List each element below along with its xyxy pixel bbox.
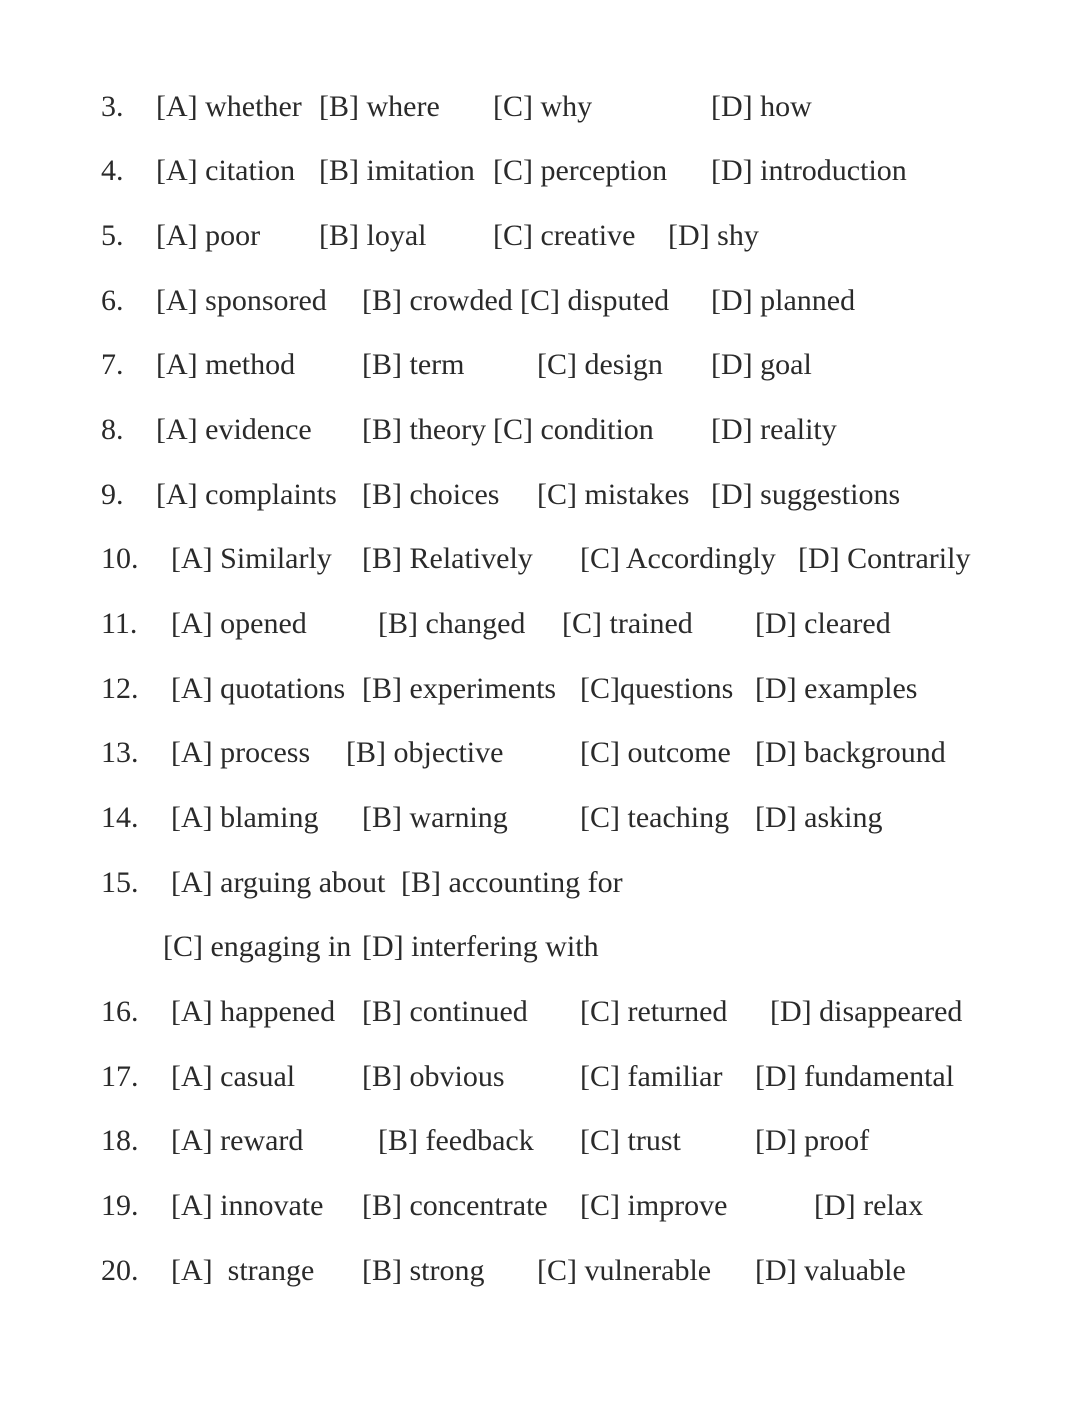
option-c: [C] trust	[580, 1124, 681, 1157]
option-c: [C] condition	[493, 413, 654, 446]
option-d: [D] asking	[755, 801, 883, 834]
option-b: [B] experiments	[362, 672, 557, 705]
question-number: 16.	[101, 995, 139, 1028]
option-b: [B] obvious	[362, 1060, 505, 1093]
option-b: [B] feedback	[378, 1124, 534, 1157]
option-b: [B] Relatively	[362, 542, 533, 575]
option-c: [C]questions	[580, 672, 734, 705]
option-a: [A] strange	[171, 1254, 315, 1287]
question-number: 6.	[101, 284, 124, 317]
option-b: [B] where	[319, 90, 440, 123]
question-row-12	[0, 664, 1080, 714]
option-d: [D] interfering with	[362, 930, 599, 963]
option-d: [D] planned	[711, 284, 856, 317]
question-number: 19.	[101, 1189, 139, 1222]
option-d: [D] fundamental	[755, 1060, 955, 1093]
option-d: [D] disappeared	[770, 995, 963, 1028]
option-c: [C] why	[493, 90, 593, 123]
option-a: [A] happened	[171, 995, 336, 1028]
option-c: [C] improve	[580, 1189, 728, 1222]
question-row-16	[0, 987, 1080, 1037]
question-number: 3.	[101, 90, 124, 123]
option-b: [B] objective	[346, 736, 504, 769]
option-c: [C] creative	[493, 219, 636, 252]
question-number: 15.	[101, 866, 139, 899]
question-number: 14.	[101, 801, 139, 834]
question-number: 5.	[101, 219, 124, 252]
option-b: [B] warning	[362, 801, 508, 834]
option-a: [A] opened	[171, 607, 307, 640]
question-row-19	[0, 1181, 1080, 1231]
question-row-10	[0, 534, 1080, 584]
option-c: [C] outcome	[580, 736, 731, 769]
option-b: [B] continued	[362, 995, 528, 1028]
option-d: [D] proof	[755, 1124, 870, 1157]
option-a: [A] poor	[156, 219, 261, 252]
option-d: [D] goal	[711, 348, 812, 381]
option-c: [C] design	[537, 348, 663, 381]
question-number: 20.	[101, 1254, 139, 1287]
option-c: [C] Accordingly	[580, 542, 776, 575]
question-number: 8.	[101, 413, 124, 446]
option-d: [D] how	[711, 90, 812, 123]
option-b: [B] loyal	[319, 219, 427, 252]
option-d: [D] valuable	[755, 1254, 906, 1287]
option-d: [D] examples	[755, 672, 918, 705]
option-d: [D] Contrarily	[798, 542, 971, 575]
option-a: [A] method	[156, 348, 296, 381]
question-number: 9.	[101, 478, 124, 511]
question-row-11	[0, 599, 1080, 649]
question-number: 10.	[101, 542, 139, 575]
option-c: [C] mistakes	[537, 478, 690, 511]
option-d: [D] reality	[711, 413, 837, 446]
option-c: [C] returned	[580, 995, 728, 1028]
question-number: 17.	[101, 1060, 139, 1093]
option-c: [C] engaging in	[163, 930, 352, 963]
question-number: 4.	[101, 154, 124, 187]
question-row-13	[0, 728, 1080, 778]
option-b: [B] imitation	[319, 154, 475, 187]
question-row-3	[0, 82, 1080, 132]
option-a: [A] citation	[156, 154, 296, 187]
option-c: [C] teaching	[580, 801, 730, 834]
option-d: [D] introduction	[711, 154, 907, 187]
option-a: [A] innovate	[171, 1189, 324, 1222]
option-a: [A] whether	[156, 90, 302, 123]
question-number: 11.	[101, 607, 138, 640]
question-row-7	[0, 340, 1080, 390]
option-a: [A] complaints	[156, 478, 337, 511]
question-row-14	[0, 793, 1080, 843]
option-c: [C] vulnerable	[537, 1254, 712, 1287]
option-c: [C] disputed	[520, 284, 670, 317]
option-c: [C] familiar	[580, 1060, 723, 1093]
option-d: [D] shy	[668, 219, 759, 252]
question-row-4	[0, 146, 1080, 196]
option-c: [C] trained	[562, 607, 693, 640]
option-b: [B] term	[362, 348, 465, 381]
option-a: [A] process	[171, 736, 311, 769]
option-a: [A] quotations	[171, 672, 346, 705]
option-b: [B] theory	[362, 413, 487, 446]
option-b: [B] concentrate	[362, 1189, 548, 1222]
option-a: [A] casual	[171, 1060, 296, 1093]
option-b: [B] strong	[362, 1254, 485, 1287]
question-number: 12.	[101, 672, 139, 705]
option-d: [D] relax	[814, 1189, 924, 1222]
question-row-15-continued	[0, 922, 1080, 972]
option-d: [D] background	[755, 736, 946, 769]
question-row-18	[0, 1116, 1080, 1166]
option-a: [A] arguing about	[171, 866, 386, 899]
option-d: [D] suggestions	[711, 478, 901, 511]
option-b: [B] crowded	[362, 284, 513, 317]
option-b: [B] accounting for	[401, 866, 623, 899]
question-number: 13.	[101, 736, 139, 769]
option-b: [B] changed	[378, 607, 526, 640]
option-c: [C] perception	[493, 154, 668, 187]
question-row-8	[0, 405, 1080, 455]
option-a: [A] sponsored	[156, 284, 327, 317]
question-number: 18.	[101, 1124, 139, 1157]
question-row-17	[0, 1052, 1080, 1102]
option-a: [A] Similarly	[171, 542, 332, 575]
option-a: [A] blaming	[171, 801, 319, 834]
question-row-15	[0, 858, 1080, 908]
question-number: 7.	[101, 348, 124, 381]
question-row-9	[0, 470, 1080, 520]
option-a: [A] evidence	[156, 413, 312, 446]
option-b: [B] choices	[362, 478, 500, 511]
question-row-20	[0, 1246, 1080, 1296]
question-row-6	[0, 276, 1080, 326]
question-row-5	[0, 211, 1080, 261]
option-a: [A] reward	[171, 1124, 304, 1157]
option-d: [D] cleared	[755, 607, 891, 640]
